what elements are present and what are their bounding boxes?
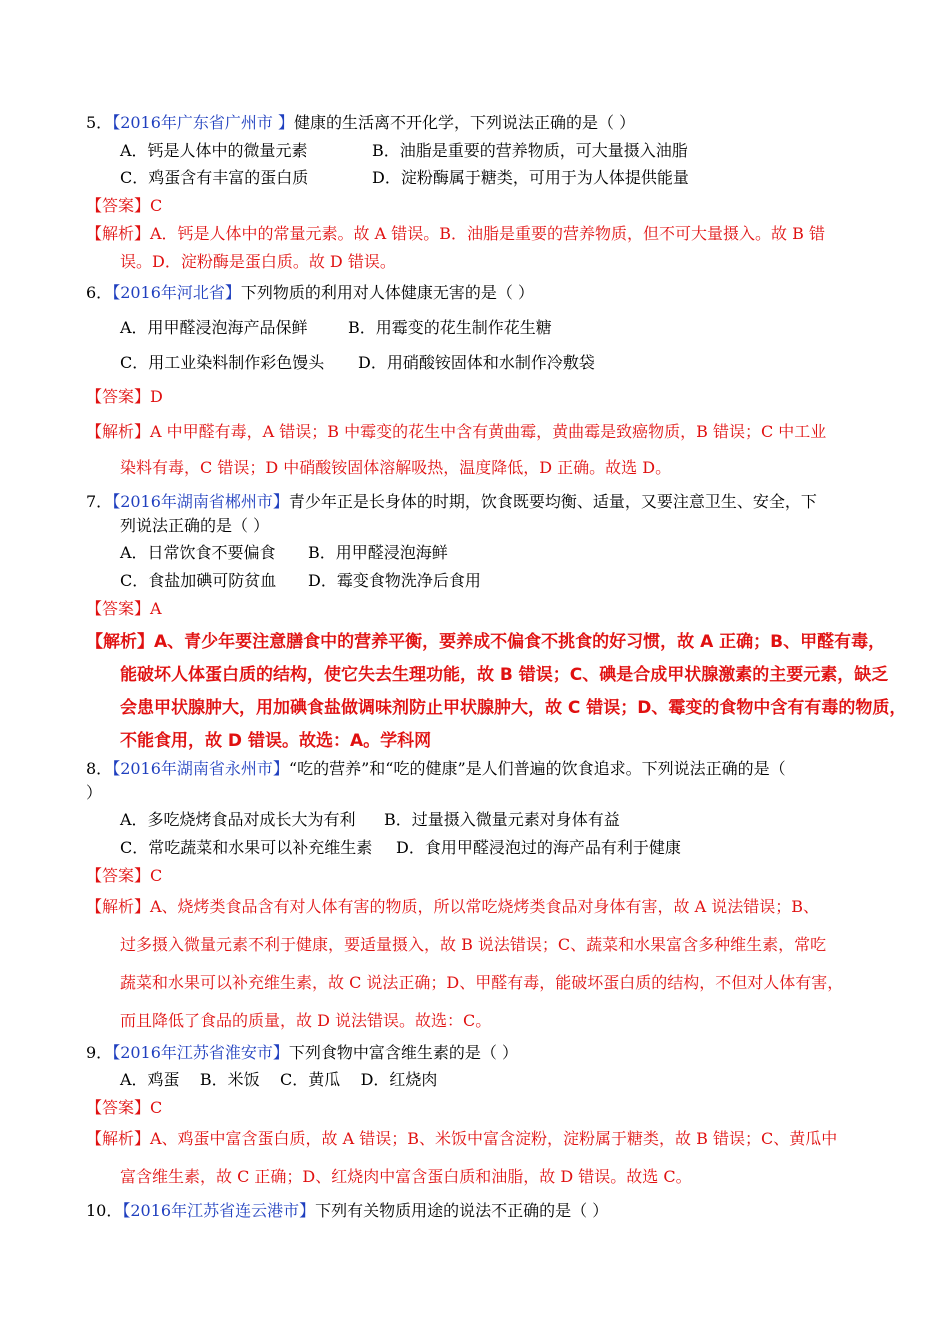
- q8-options-row1: [120, 809, 620, 831]
- q5-source: 【2016年广东省广州市 】: [112, 113, 294, 132]
- q5-options-row1: [120, 140, 688, 162]
- q6-analysis-line2: 染料有毒，C 错误；D 中硝酸铵固体溶解吸热，温度降低，D 正确。故选 D。: [120, 458, 672, 477]
- q7-source: 【2016年湖南省郴州市】: [112, 492, 289, 511]
- q5-option-b: B．油脂是重要的营养物质，可大量摄入油脂: [372, 141, 688, 160]
- q9-source: 【2016年江苏省淮安市】: [112, 1043, 289, 1062]
- q6-answer: 【答案】D: [86, 387, 163, 406]
- q8-source: 【2016年湖南省永州市】: [112, 759, 289, 778]
- q6-options-row1: [120, 317, 552, 339]
- q6-analysis-line1: 【解析】A 中甲醛有毒，A 错误；B 中霉变的花生中含有黄曲霉，黄曲霉是致癌物质，B 错误；C 中工业: [86, 422, 827, 441]
- q8-option-d: D．食用甲醛浸泡过的海产品有利于健康: [396, 838, 681, 857]
- q6-option-d: D．用硝酸铵固体和水制作冷敷袋: [358, 353, 595, 372]
- q7-number: 7．: [86, 492, 113, 511]
- q6-options-row2: [120, 352, 595, 374]
- q8-analysis-line1: 【解析】A、烧烤类食品含有对人体有害的物质，所以常吃烧烤类食品对身体有害，故 A 说法错误；B、: [86, 897, 820, 916]
- q8-options-row2: [120, 837, 681, 859]
- q7-analysis-line3: 会患甲状腺肿大，用加碘食盐做调味剂防止甲状腺肿大，故 C 错误；D、霉变的食物中含有有毒的物质，: [120, 698, 907, 718]
- q7-option-d: D．霉变食物洗净后食用: [308, 571, 481, 590]
- q5-option-a: A．钙是人体中的微量元素: [120, 141, 308, 160]
- q6-option-b: B．用霉变的花生制作花生糖: [348, 318, 552, 337]
- q7-stem-line2: 列说法正确的是（ ）: [120, 516, 270, 535]
- q5-analysis-line2: 误。D．淀粉酶是蛋白质。故 D 错误。: [120, 252, 396, 271]
- q5-text: 健康的生活离不开化学，下列说法正确的是（ ）: [294, 113, 636, 132]
- q7-text-line1: 青少年正是长身体的时期，饮食既要均衡、适量，又要注意卫生、安全，下: [288, 492, 817, 511]
- q6-text: 下列物质的利用对人体健康无害的是（ ）: [240, 283, 535, 302]
- q5-stem: [86, 112, 635, 134]
- q6-number: 6．: [86, 283, 113, 302]
- q5-option-c: C．鸡蛋含有丰富的蛋白质: [120, 168, 309, 187]
- q8-text-line1: “吃的营养”和“吃的健康”是人们普遍的饮食追求。下列说法正确的是（: [288, 759, 786, 778]
- q8-option-b: B．过量摄入微量元素对身体有益: [384, 810, 620, 829]
- q5-number: 5．: [86, 113, 113, 132]
- q6-stem: [86, 282, 534, 304]
- q6-option-a: A．用甲醛浸泡海产品保鲜: [120, 318, 308, 337]
- q7-option-a: A．日常饮食不要偏食: [120, 543, 276, 562]
- q10-source: 【2016年江苏省连云港市】: [122, 1201, 316, 1220]
- q9-text: 下列食物中富含维生素的是（ ）: [288, 1043, 519, 1062]
- q7-answer: 【答案】A: [86, 599, 162, 618]
- q8-number: 8．: [86, 759, 113, 778]
- q9-options: A．鸡蛋 B．米饭 C．黄瓜 D．红烧肉: [120, 1070, 438, 1089]
- q9-stem: [86, 1042, 518, 1064]
- q10-text: 下列有关物质用途的说法不正确的是（ ）: [315, 1201, 609, 1220]
- q5-answer: 【答案】C: [86, 196, 163, 215]
- q8-stem-line1: [86, 758, 786, 780]
- q7-options-row1: [120, 542, 448, 564]
- q7-analysis-line2: 能破坏人体蛋白质的结构，使它失去生理功能，故 B 错误；C、碘是合成甲状腺激素的主要元素，缺乏: [120, 665, 889, 685]
- q9-analysis-line1: 【解析】A、鸡蛋中富含蛋白质，故 A 错误；B、米饭中富含淀粉，淀粉属于糖类，故 B 错误；C、黄瓜中: [86, 1129, 838, 1148]
- q8-analysis-line2: 过多摄入微量元素不利于健康，要适量摄入，故 B 说法错误；C、蔬菜和水果富含多种维生素，常吃: [120, 935, 827, 954]
- q7-analysis-line4: 不能食用，故 D 错误。故选：A。学科网: [120, 731, 432, 751]
- q7-stem-line1: [86, 491, 817, 513]
- q10-number: 10．: [86, 1201, 123, 1220]
- q6-option-c: C．用工业染料制作彩色馒头: [120, 353, 325, 372]
- q5-option-d: D．淀粉酶属于糖类，可用于为人体提供能量: [372, 168, 689, 187]
- q9-number: 9．: [86, 1043, 113, 1062]
- q5-options-row2: [120, 167, 689, 189]
- q6-source: 【2016年河北省】: [112, 283, 241, 302]
- q7-option-b: B．用甲醛浸泡海鲜: [308, 543, 448, 562]
- q10-stem: [86, 1200, 608, 1222]
- q7-options-row2: [120, 570, 481, 592]
- q8-answer: 【答案】C: [86, 866, 163, 885]
- q7-analysis-line1: 【解析】A、青少年要注意膳食中的营养平衡，要养成不偏食不挑食的好习惯，故 A 正确；B、甲醛有毒，: [86, 632, 886, 652]
- q9-answer: 【答案】C: [86, 1098, 163, 1117]
- q8-option-c: C．常吃蔬菜和水果可以补充维生素: [120, 838, 373, 857]
- q8-stem-line2: ）: [86, 783, 103, 802]
- q8-option-a: A．多吃烧烤食品对成长大为有利: [120, 810, 356, 829]
- q7-option-c: C．食盐加碘可防贫血: [120, 571, 277, 590]
- q8-analysis-line3: 蔬菜和水果可以补充维生素，故 C 说法正确；D、甲醛有毒，能破坏蛋白质的结构，不但对人体有害，: [120, 973, 844, 992]
- q9-analysis-line2: 富含维生素，故 C 正确；D、红烧肉中富含蛋白质和油脂，故 D 错误。故选 C。: [120, 1167, 692, 1186]
- q5-analysis-line1: 【解析】A．钙是人体中的常量元素。故 A 错误。B．油脂是重要的营养物质，但不可大量摄入。故 B 错: [86, 224, 825, 243]
- q8-analysis-line4: 而且降低了食品的质量，故 D 说法错误。故选：C。: [120, 1011, 492, 1030]
